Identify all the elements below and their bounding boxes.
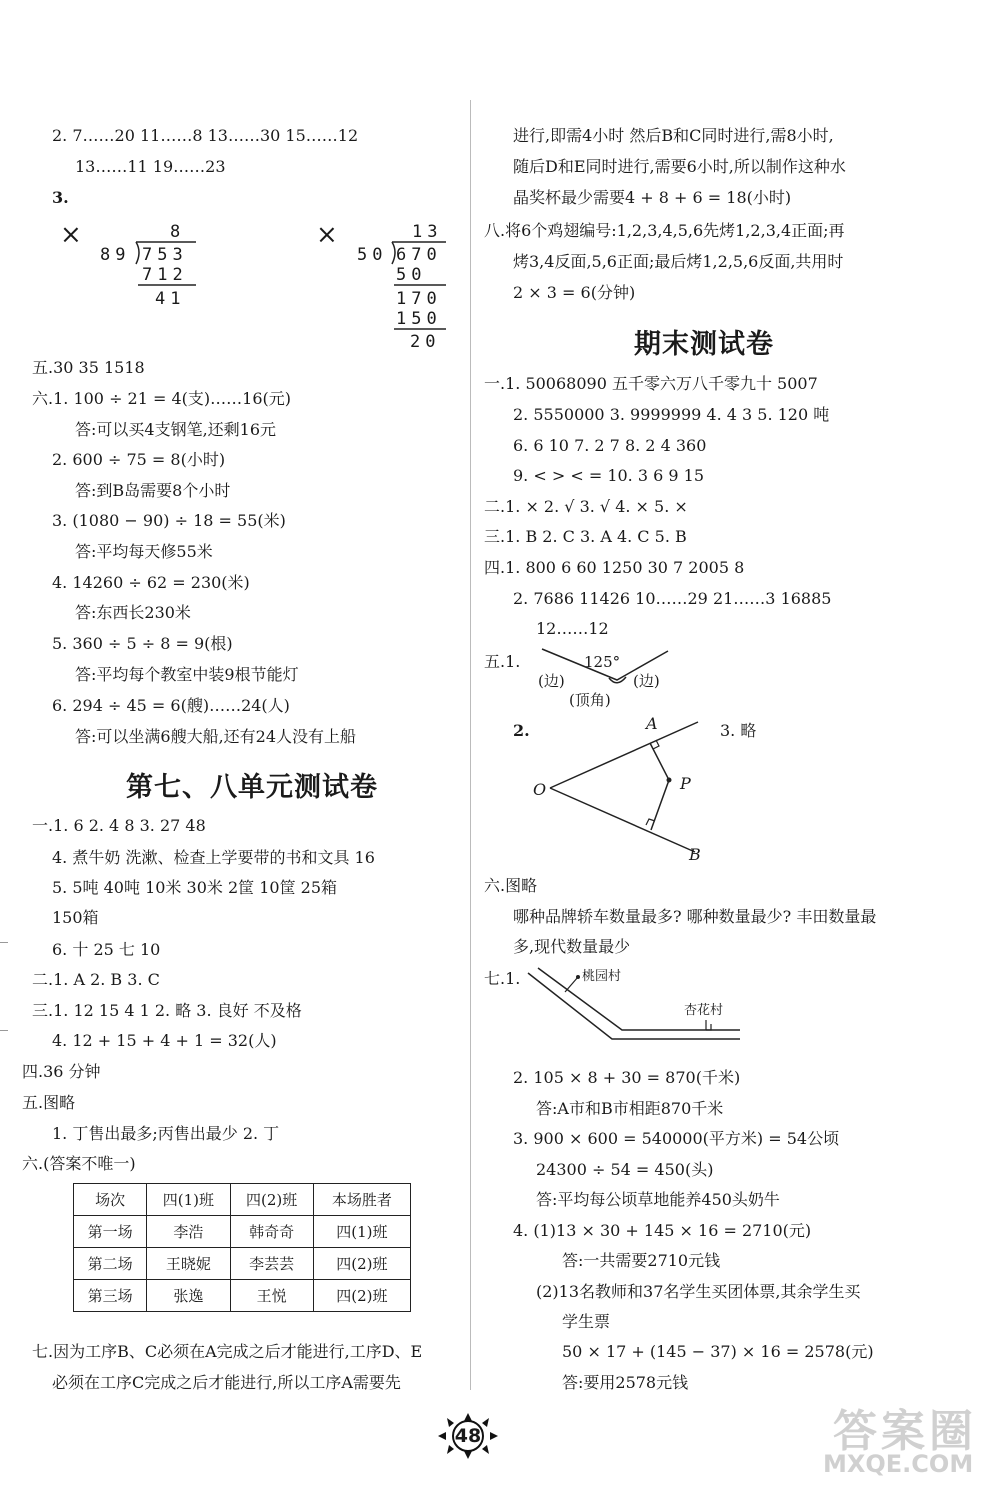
liu-eq-1: 六.1. 100 ÷ 21 = 4(支)……16(元) (32, 389, 292, 408)
u78-line7: 三.1. 12 15 4 1 2. 略 3. 良好 不及格 (32, 1001, 302, 1020)
scan-edge-mark (0, 1030, 8, 1031)
cross-mark-2: × (316, 220, 338, 250)
f-line2: 2. 5550000 3. 9999999 4. 4 3 5. 120 吨 (513, 405, 830, 424)
f-line24: 学生票 (562, 1312, 611, 1331)
table-cell: 王悦 (230, 1280, 313, 1312)
div2-bracket (378, 240, 450, 335)
div1-divisor: 89 (100, 245, 131, 265)
page-number-badge (438, 1413, 498, 1459)
u78-line4: 150箱 (52, 908, 99, 927)
f-line1: 一.1. 50068090 五千零六万八千零九十 5007 (484, 374, 818, 393)
f-line8: 2. 7686 11426 10……29 21……3 16885 (513, 589, 832, 608)
angle-degree: 125° (584, 653, 621, 671)
f-line19: 24300 ÷ 54 = 450(头) (536, 1160, 714, 1179)
liu-ans-5: 答:平均每个教室中装9根节能灯 (75, 665, 299, 684)
liu-ans-1: 答:可以买4支钢笔,还剩16元 (75, 420, 277, 439)
page-number: 48 (454, 1425, 482, 1447)
point-b-label: B (689, 845, 701, 864)
f-line3: 6. 6 10 7. 2 7 8. 2 4 360 (513, 436, 707, 455)
f-line11: 2. (513, 721, 530, 740)
liu-ans-3: 答:平均每天修55米 (75, 542, 213, 561)
u78-line2: 4. 煮牛奶 洗漱、检查上学要带的书和文具 16 (52, 848, 375, 867)
liu-eq-2: 2. 600 ÷ 75 = 8(小时) (52, 450, 226, 469)
table-header-row (74, 1184, 411, 1216)
liu-eq-6: 6. 294 ÷ 45 = 6(艘)……24(人) (52, 696, 290, 715)
cross-mark-1: × (60, 220, 82, 250)
f-line20: 答:平均每公顷草地能养450头奶牛 (536, 1190, 780, 1209)
u78-line3: 5. 5吨 40吨 10米 30米 2筐 10筐 25箱 (52, 878, 338, 897)
scan-edge-mark (0, 942, 8, 943)
f-line21: 4. (1)13 × 30 + 145 × 16 = 2710(元) (513, 1221, 812, 1240)
f-line17: 答:A市和B市相距870千米 (536, 1099, 724, 1118)
div1-dividend: 753 (142, 245, 188, 265)
watermark-text: 答案圈 (833, 1406, 977, 1457)
f-line15: 七.1. (484, 969, 521, 988)
point-o-label: O (533, 780, 547, 799)
table-cell: 韩奇奇 (230, 1216, 313, 1248)
div1-quotient: 8 (170, 222, 186, 242)
div2-sub1: 50 (396, 265, 427, 285)
u78-line6: 二.1. A 2. B 3. C (32, 970, 160, 989)
section-wu: 五.30 35 1518 (32, 358, 145, 377)
f-line25: 50 × 17 + (145 − 37) × 16 = 2578(元) (562, 1342, 874, 1361)
f-line12: 六.图略 (484, 876, 538, 895)
div2-remainder: 20 (410, 332, 441, 352)
f-line13: 哪种品牌轿车数量最多? 哪种数量最少? 丰田数量最 (513, 907, 877, 926)
div2-divisor: 50 (357, 245, 388, 265)
table-cell: 四(2)班 (313, 1280, 410, 1312)
div2-r1: 170 (396, 289, 442, 309)
point-a-label: A (646, 714, 658, 733)
f-line18: 3. 900 × 600 = 540000(平方米) = 54公顷 (513, 1129, 840, 1148)
table-row (74, 1280, 411, 1312)
q2-line2: 13……11 19……23 (75, 157, 226, 176)
column-divider (470, 100, 471, 1390)
f-line11b: 3. 略 (720, 721, 757, 740)
u78-line13: 七.因为工序B、C必须在A完成之后才能进行,工序D、E (32, 1342, 423, 1361)
table-cell: 第二场 (74, 1248, 147, 1280)
table-cell: 第三场 (74, 1280, 147, 1312)
table-row (74, 1216, 411, 1248)
liu-eq-5: 5. 360 ÷ 5 ÷ 8 = 9(根) (52, 634, 233, 653)
section-title-unit78: 第七、八单元测试卷 (126, 772, 378, 803)
table-cell: 王晓妮 (147, 1248, 230, 1280)
liu-ans-4: 答:东西长230米 (75, 603, 191, 622)
section-title-final: 期末测试卷 (634, 329, 774, 360)
watermark-url: MXQE.COM (823, 1450, 974, 1478)
table-header-cell: 场次 (74, 1184, 147, 1216)
r-line1: 进行,即需4小时 然后B和C同时进行,需8小时, (513, 126, 834, 145)
liu-ans-6: 答:可以坐满6艘大船,还有24人没有上船 (75, 727, 357, 746)
f-line14: 多,现代数量最少 (513, 937, 631, 956)
table-cell: 四(2)班 (313, 1248, 410, 1280)
div1-sub1: 712 (142, 265, 188, 285)
div2-quotient: 13 (412, 222, 443, 242)
r-line4: 八.将6个鸡翅编号:1,2,3,4,5,6先烤1,2,3,4正面;再 (484, 221, 845, 240)
f-line9: 12……12 (536, 619, 609, 638)
table-cell: 四(1)班 (313, 1216, 410, 1248)
u78-line1: 一.1. 6 2. 4 8 3. 27 48 (32, 816, 206, 835)
r-line6: 2 × 3 = 6(分钟) (513, 283, 636, 302)
f-line4: 9. < > < = 10. 3 6 9 15 (513, 466, 705, 485)
r-line2: 随后D和E同时进行,需要6小时,所以制作这种水 (513, 157, 846, 176)
table-header-cell: 本场胜者 (313, 1184, 410, 1216)
table-cell: 张逸 (147, 1280, 230, 1312)
u78-line14: 必须在工序C完成之后才能进行,所以工序A需要先 (52, 1373, 401, 1392)
u78-line12: 六.(答案不唯一) (22, 1154, 136, 1173)
table-cell: 第一场 (74, 1216, 147, 1248)
liu-eq-4: 4. 14260 ÷ 62 = 230(米) (52, 573, 250, 592)
point-p-label: P (680, 774, 691, 793)
div2-dividend: 670 (396, 245, 442, 265)
angle-side-right: (边) (633, 672, 660, 690)
q3-label: 3. (52, 188, 69, 207)
f-line7: 四.1. 800 6 60 1250 30 7 2005 8 (484, 558, 745, 577)
table-header-cell: 四(2)班 (230, 1184, 313, 1216)
u78-line9: 四.36 分钟 (22, 1062, 101, 1081)
u78-line5: 6. 十 25 七 10 (52, 940, 161, 959)
liu-eq-3: 3. (1080 − 90) ÷ 18 = 55(米) (52, 511, 286, 530)
r-line3: 晶奖杯最少需要4 + 8 + 6 = 18(小时) (513, 188, 792, 207)
u78-line10: 五.图略 (22, 1093, 76, 1112)
angle-side-left: (边) (538, 672, 565, 690)
table-header-cell: 四(1)班 (147, 1184, 230, 1216)
f-line26: 答:要用2578元钱 (562, 1373, 689, 1392)
f-line5: 二.1. × 2. √ 3. √ 4. × 5. × (484, 497, 688, 516)
liu-ans-2: 答:到B岛需要8个小时 (75, 481, 231, 500)
u78-line11: 1. 丁售出最多;丙售出最少 2. 丁 (52, 1124, 280, 1143)
f-line6: 三.1. B 2. C 3. A 4. C 5. B (484, 527, 687, 546)
village-xinghua: 杏花村 (684, 1003, 724, 1018)
div1-remainder: 41 (155, 289, 186, 309)
f-line16: 2. 105 × 8 + 30 = 870(千米) (513, 1068, 741, 1087)
f-line22: 答:一共需要2710元钱 (562, 1251, 721, 1270)
angle-vertex: (顶角) (569, 691, 611, 709)
div2-sub2: 150 (396, 309, 442, 329)
village-taoyuan: 桃园村 (582, 969, 622, 984)
r-line5: 烤3,4反面,5,6正面;最后烤1,2,5,6反面,共用时 (513, 252, 844, 271)
table-cell: 李浩 (147, 1216, 230, 1248)
u78-line8: 4. 12 + 15 + 4 + 1 = 32(人) (52, 1031, 277, 1050)
table-cell: 李芸芸 (230, 1248, 313, 1280)
watermark (805, 1395, 995, 1485)
match-result-table (73, 1183, 411, 1312)
div1-bracket (120, 240, 200, 288)
f-line10: 五.1. (484, 652, 521, 671)
q2-line1: 2. 7……20 11……8 13……30 15……12 (52, 126, 359, 145)
table-row (74, 1248, 411, 1280)
f-line23: (2)13名教师和37名学生买团体票,其余学生买 (536, 1282, 861, 1301)
